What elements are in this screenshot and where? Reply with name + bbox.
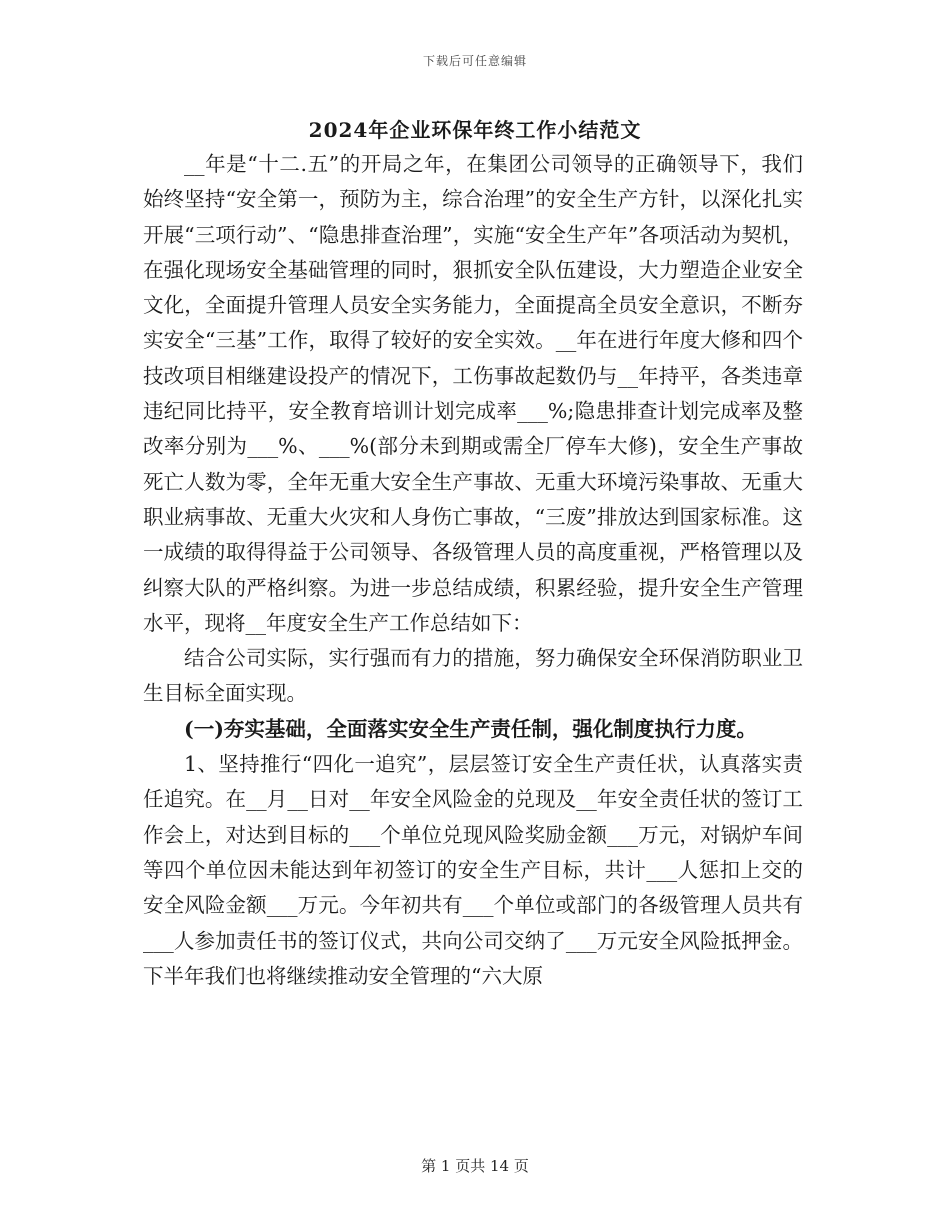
paragraph-goal: 结合公司实际，实行强而有力的措施，努力确保安全环保消防职业卫生目标全面实现。 bbox=[143, 646, 803, 706]
document-title: 2024年企业环保年终工作小结范文 bbox=[308, 118, 642, 142]
paragraph-item-1: 1、坚持推行“四化一追究”，层层签订安全生产责任状，认真落实责任追究。在__月__日对__年安全风险金的兑现及__年安全责任状的签订工作会上，对达到目标的___个单位兑现风险奖励金额___万元，对锅炉车间等四个单位因未能达到年初签订的安全生产目标，共计___人惩扣上交的安全风险金额___万元。今年初共有___个单位或部门的各级管理人员共有___人参加责任书的签订仪式，共向公司交纳了___万元安全风险抵押金。下半年我们也将继续推动安全管理的“六大原 bbox=[143, 752, 803, 988]
page-number: 第 1 页共 14 页 bbox=[421, 1157, 529, 1175]
document-body bbox=[143, 147, 803, 994]
section-heading-1: (一)夯实基础，全面落实安全生产责任制，强化制度执行力度。 bbox=[184, 716, 757, 741]
header-note: 下载后可任意编辑 bbox=[422, 54, 527, 68]
paragraph-intro: __年是“十二.五”的开局之年，在集团公司领导的正确领导下，我们始终坚持“安全第一，预防为主，综合治理”的安全生产方针，以深化扎实开展“三项行动”、“隐患排查治理”，实施“安全生产年”各项活动为契机，在强化现场安全基础管理的同时，狠抓安全队伍建设，大力塑造企业安全文化，全面提升管理人员安全实务能力，全面提高全员安全意识，不断夯实安全“三基”工作，取得了较好的安全实效。__年在进行年度大修和四个技改项目相继建设投产的情况下，工伤事故起数仍与__年持平，各类违章违纪同比持平，安全教育培训计划完成率___%;隐患排查计划完成率及整改率分别为___%、___%(部分未到期或需全厂停车大修)，安全生产事故死亡人数为零，全年无重大安全生产事故、无重大环境污染事故、无重大职业病事故、无重大火灾和人身伤亡事故，“三废”排放达到国家标准。这一成绩的取得得益于公司领导、各级管理人员的高度重视，严格管理以及纠察大队的严格纠察。为进一步总结成绩，积累经验，提升安全生产管理水平，现将__年度安全生产工作总结如下： bbox=[143, 152, 803, 635]
